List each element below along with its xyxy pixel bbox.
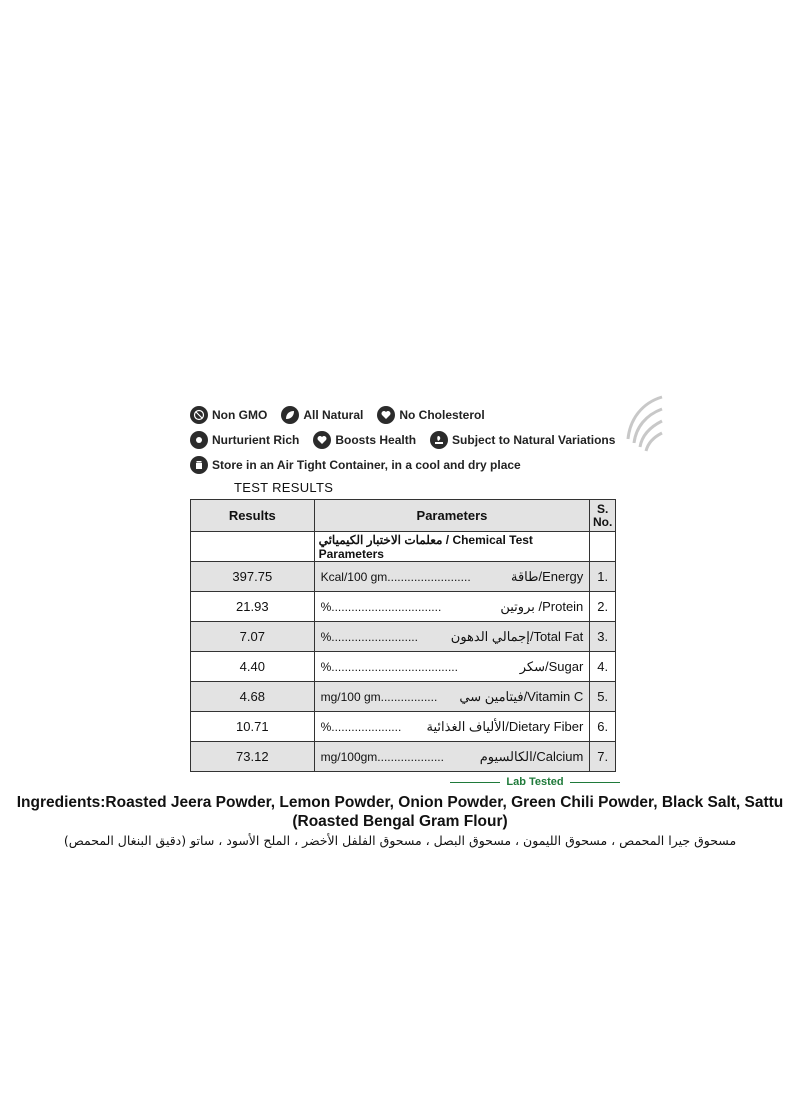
- badge-storage: Store in an Air Tight Container, in a cool and dry place: [190, 456, 521, 474]
- leaf-icon: [281, 406, 299, 424]
- header-sno: S. No.: [590, 500, 616, 532]
- container-icon: [190, 456, 208, 474]
- hand-leaf-icon: [430, 431, 448, 449]
- leaf-outline-icon: [622, 393, 666, 455]
- table-row: [191, 742, 616, 772]
- badge-boosts-health: Boosts Health: [313, 431, 416, 449]
- test-results-title: TEST RESULTS: [234, 480, 334, 495]
- test-results-table: [190, 499, 616, 772]
- badge-no-cholesterol: No Cholesterol: [377, 406, 484, 424]
- param-unit: %.....................: [320, 719, 402, 734]
- table-row: [191, 562, 616, 592]
- row-sno: 2.: [590, 592, 616, 622]
- row-sno: 6.: [590, 712, 616, 742]
- badge-all-natural: All Natural: [281, 406, 363, 424]
- non-gmo-icon: [190, 406, 208, 424]
- result-value: 10.71: [191, 712, 315, 742]
- param-name: بروتين /Protein: [500, 598, 584, 614]
- param-unit: mg/100 gm.................: [320, 689, 438, 704]
- param-unit: Kcal/100 gm.........................: [320, 569, 471, 584]
- param-unit: mg/100gm....................: [320, 749, 444, 764]
- param-unit: %.................................: [320, 599, 442, 614]
- result-value: 73.12: [191, 742, 315, 772]
- row-sno: 7.: [590, 742, 616, 772]
- param-unit: %......................................: [320, 659, 458, 674]
- badge-natural-variations: Subject to Natural Variations: [430, 431, 615, 449]
- nutrient-icon: [190, 431, 208, 449]
- param-name: الألياف الغذائية/Dietary Fiber: [426, 718, 584, 734]
- result-value: 4.68: [191, 682, 315, 712]
- result-value: 4.40: [191, 652, 315, 682]
- lab-tested-label: Lab Tested: [450, 776, 620, 788]
- ingredients-english: Ingredients:Roasted Jeera Powder, Lemon Powder, Onion Powder, Green Chili Powder, Black Salt, Sattu (Roasted Bengal Gram Flour): [16, 794, 784, 830]
- param-name: فيتامين سي/Vitamin C: [459, 688, 584, 704]
- table-row: [191, 592, 616, 622]
- subheader-chemical-params: معلمات الاختبار الكيميائي / Chemical Test Parameters: [314, 532, 590, 562]
- row-sno: 1.: [590, 562, 616, 592]
- row-sno: 4.: [590, 652, 616, 682]
- ingredients-arabic: مسحوق جيرا المحمص ، مسحوق الليمون ، مسحوق البصل ، مسحوق الفلفل الأخضر ، الملح الأسود ، ساتو (دقيق البنغال المحمص): [63, 833, 737, 848]
- table-row: [191, 712, 616, 742]
- badge-nutrient-rich: Nurturient Rich: [190, 431, 299, 449]
- table-row: [191, 682, 616, 712]
- param-name: سكر/Sugar: [519, 658, 584, 674]
- param-name: إجمالي الدهون/Total Fat: [450, 628, 584, 644]
- param-unit: %..........................: [320, 629, 418, 644]
- result-value: 7.07: [191, 622, 315, 652]
- result-value: 21.93: [191, 592, 315, 622]
- param-name: طاقة/Energy: [510, 568, 584, 584]
- table-subheader-row: [191, 532, 616, 562]
- feature-badges: [190, 402, 650, 477]
- table-row: [191, 652, 616, 682]
- param-name: الكالسيوم/Calcium: [479, 748, 584, 764]
- row-sno: 3.: [590, 622, 616, 652]
- badge-non-gmo: Non GMO: [190, 406, 267, 424]
- header-parameters: Parameters: [314, 500, 590, 532]
- result-value: 397.75: [191, 562, 315, 592]
- row-sno: 5.: [590, 682, 616, 712]
- health-heart-icon: [313, 431, 331, 449]
- heart-icon: [377, 406, 395, 424]
- header-results: Results: [191, 500, 315, 532]
- table-header-row: [191, 500, 616, 532]
- table-row: [191, 622, 616, 652]
